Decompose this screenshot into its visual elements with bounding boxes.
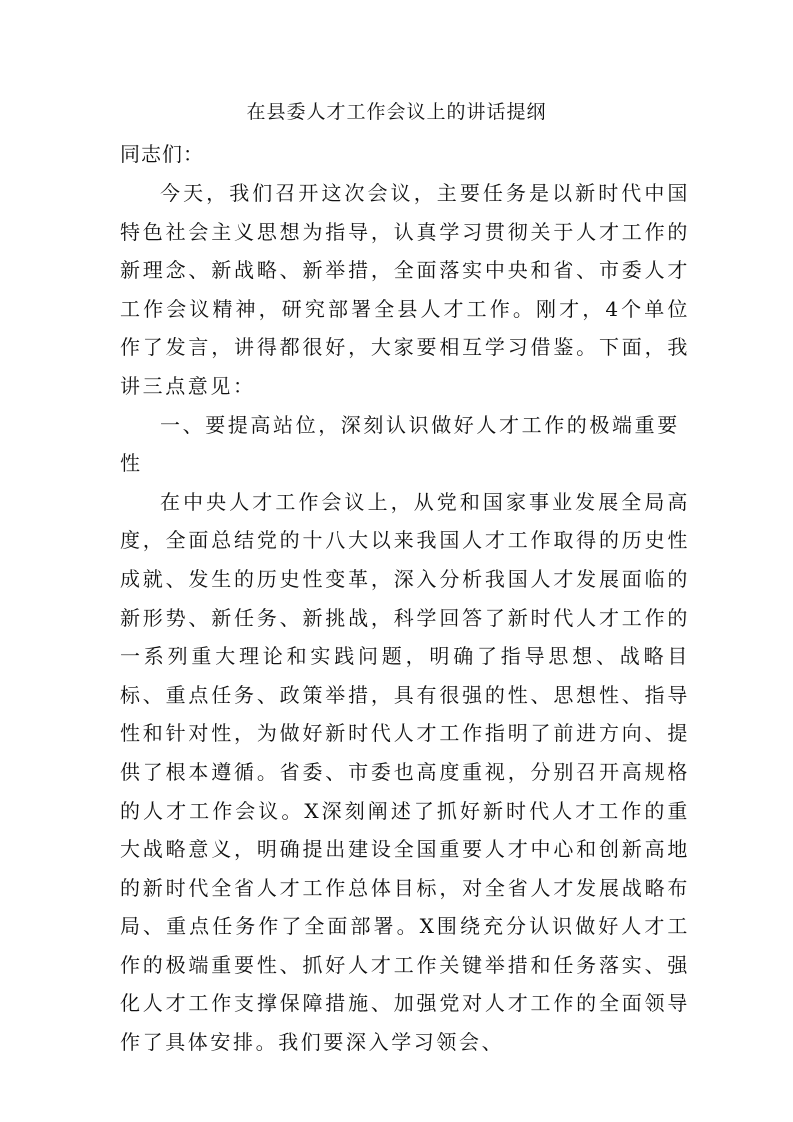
paragraph-intro: 今天，我们召开这次会议，主要任务是以新时代中国特色社会主义思想为指导，认真学习贯彻关于人才工作的新理念、新战略、新举措，全面落实中央和省、市委人才工作会议精神，研究部署全县人才工作。刚才，4个单位作了发言，讲得都很好，大家要相互学习借鉴。下面，我讲三点意见： xyxy=(120,181,690,398)
document-title: 在县委人才工作会议上的讲话提纲 xyxy=(246,101,547,123)
section-heading-1: 一、要提高站位，深刻认识做好人才工作的极端重要性 xyxy=(120,412,680,476)
salutation: 同志们： xyxy=(120,142,204,166)
paragraph-section-1: 在中央人才工作会议上，从党和国家事业发展全局高度，全面总结党的十八大以来我国人才工作取得的历史性成就、发生的历史性变革，深入分析我国人才发展面临的新形势、新任务、新挑战，科学回答了新时代人才工作的一系列重大理论和实践问题，明确了指导思想、战略目标、重点任务、政策举措，具有很强的性、思想性、指导性和针对性，为做好新时代人才工作指明了前进方向、提供了根本遵循。省委、市委也高度重视，分别召开高规格的人才工作会议。X深刻阐述了抓好新时代人才工作的重大战略意义，明确提出建设全国重要人才中心和创新高地的新时代全省人才工作总体目标，对全省人才发展战略布局、重点任务作了全面部署。X围绕充分认识做好人才工作的极端重要性、抓好人才工作关键举措和任务落实、强化人才工作支撑保障措施、加强党对人才工作的全面领导作了具体安排。我们要深入学习领会、 xyxy=(120,489,690,1055)
document-body xyxy=(120,174,690,1062)
